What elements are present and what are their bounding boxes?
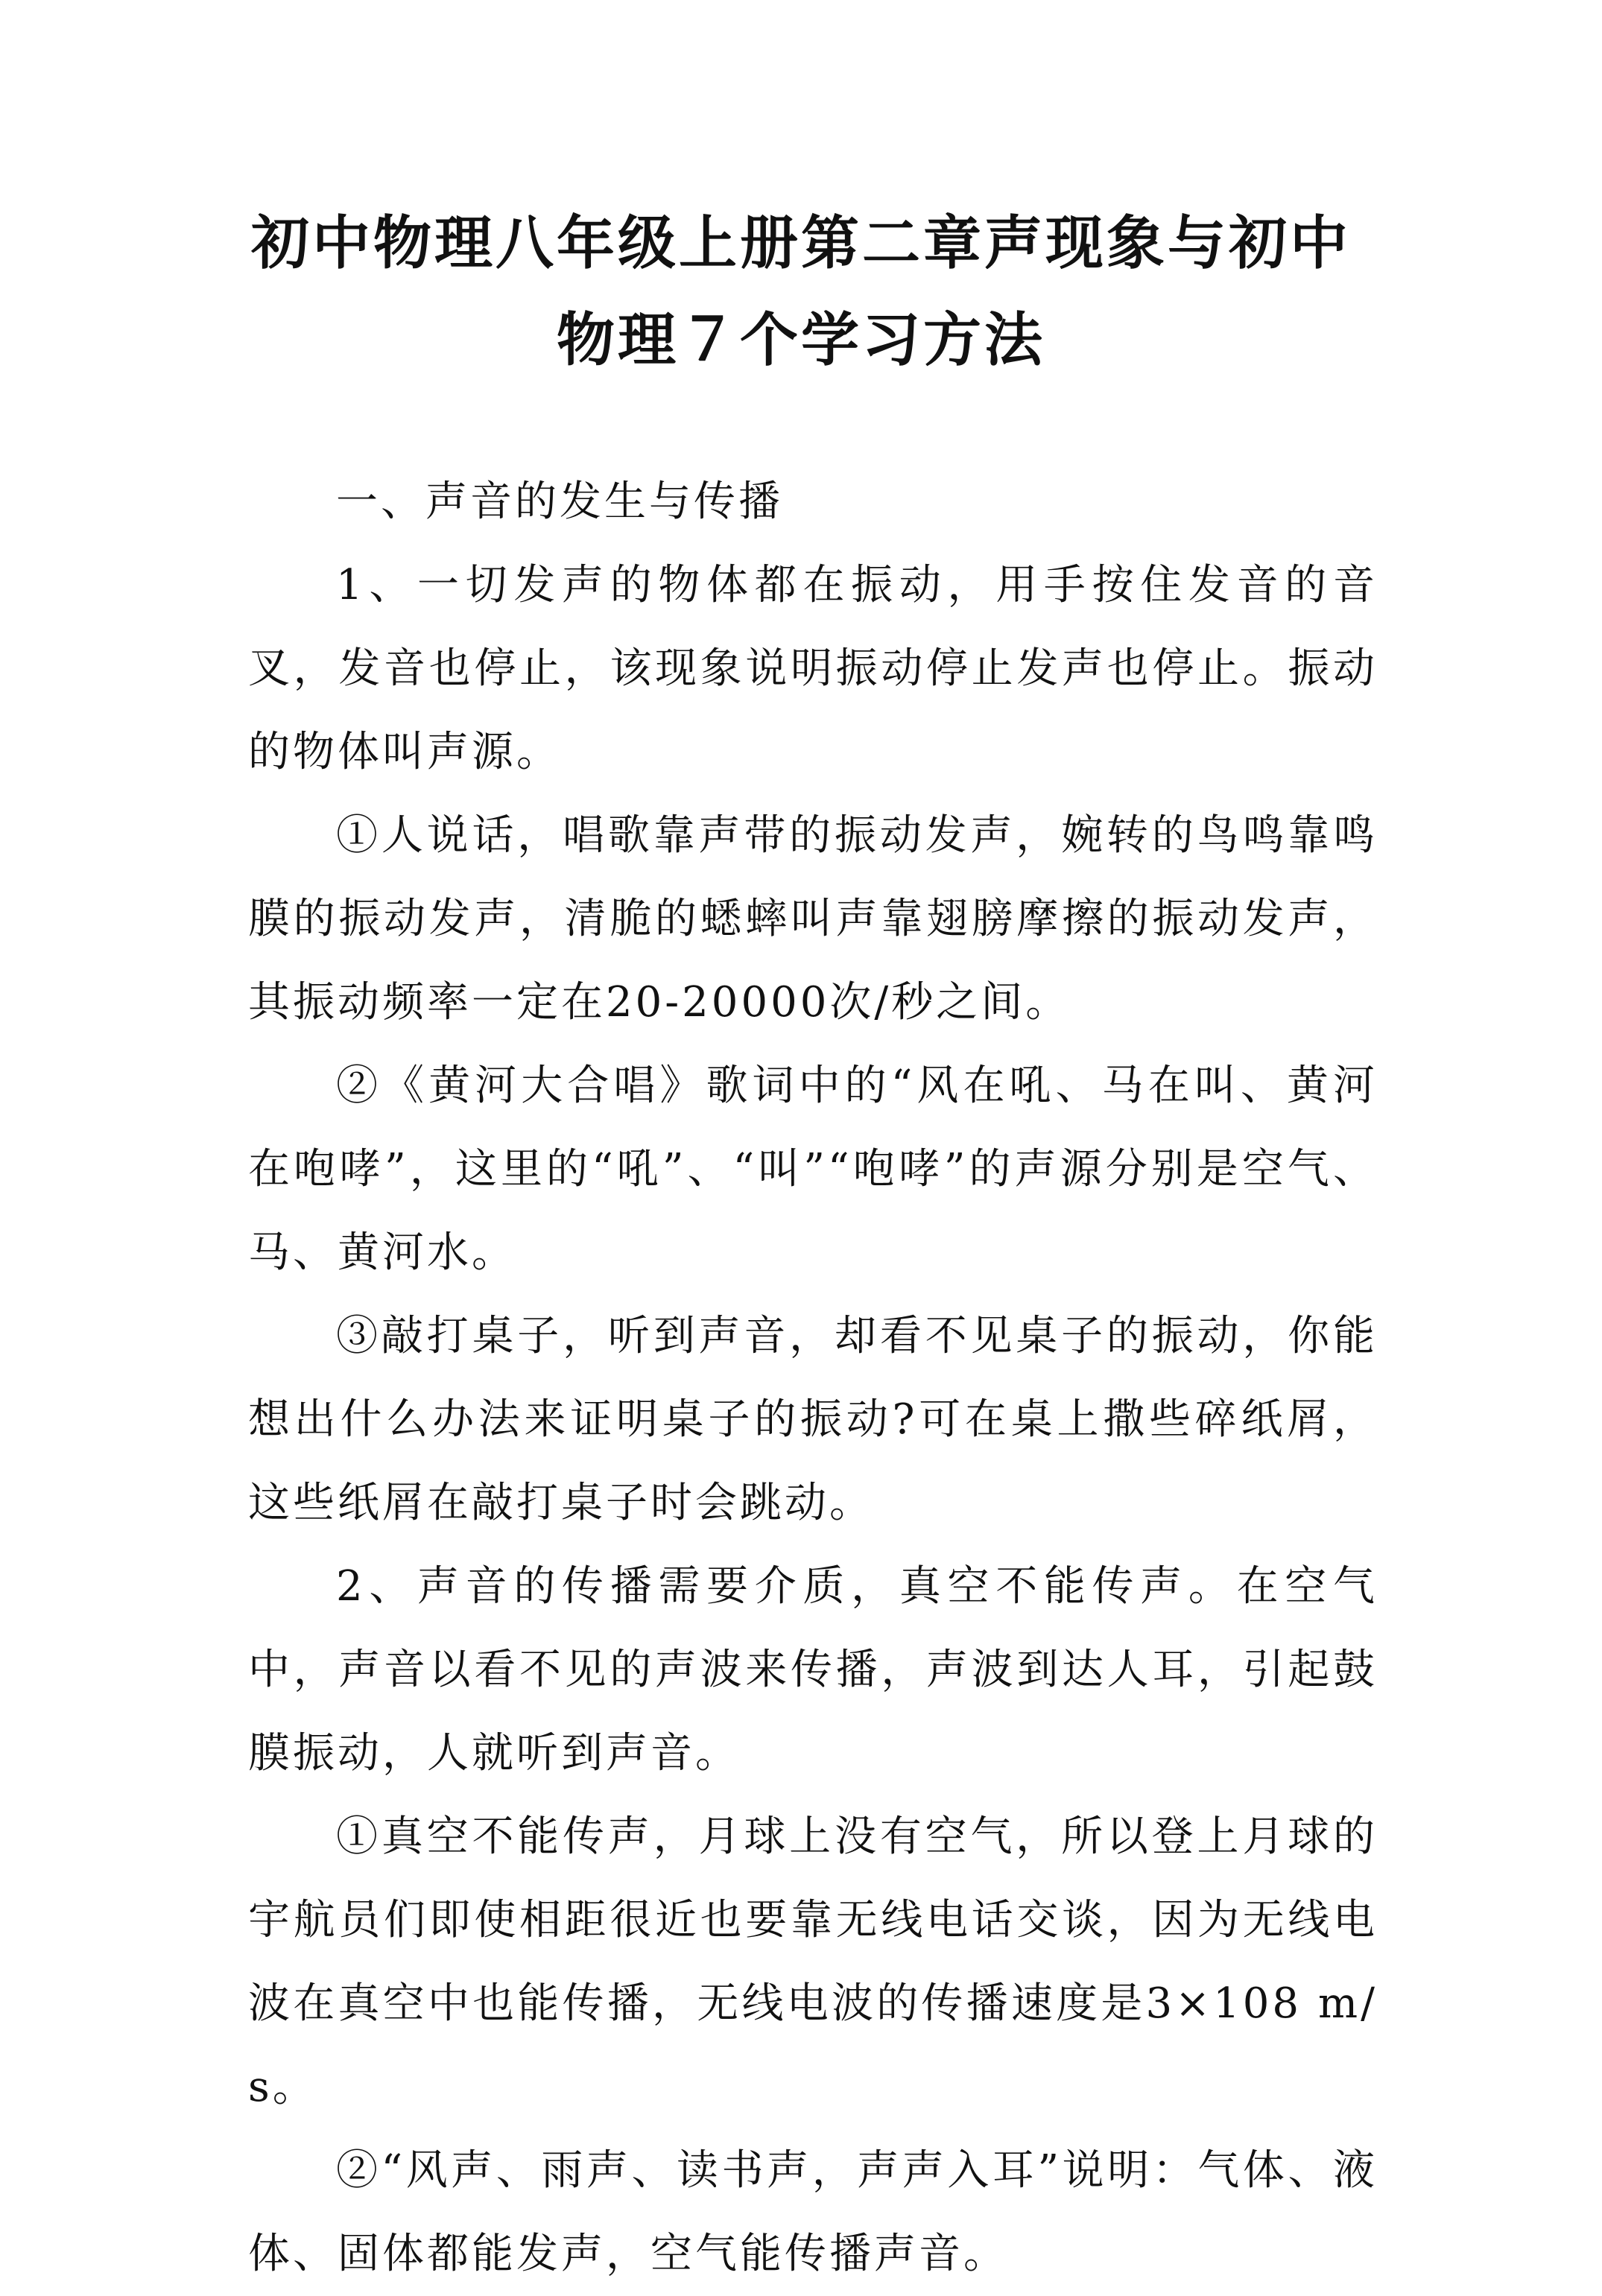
paragraph-2-item-1: ①真空不能传声，月球上没有空气，所以登上月球的宇航员们即使相距很近也要靠无线电话交谈，因为无线电波在真空中也能传播，无线电波的传播速度是3×108 m/s。: [248, 1813, 1378, 2111]
paragraph-1-item-2: ②《黄河大合唱》歌词中的“风在吼、马在叫、黄河在咆哮”，这里的“吼”、“叫”“咆哮”的声源分别是空气、马、黄河水。: [248, 1062, 1378, 1277]
paragraph-1-item-3: ③敲打桌子，听到声音，却看不见桌子的振动，你能想出什么办法来证明桌子的振动?可在桌上撒些碎纸屑，这些纸屑在敲打桌子时会跳动。: [248, 1312, 1378, 1527]
paragraph-2-item-2: ②“风声、雨声、读书声，声声入耳”说明：气体、液体、固体都能发声，空气能传播声音。: [248, 2146, 1378, 2278]
document-body: [248, 460, 1378, 2296]
document-title: 初中物理八年级上册第二章声现象与初中物理７个学习方法: [250, 209, 1351, 374]
paragraph-2: 2、声音的传播需要介质，真空不能传声。在空气中，声音以看不见的声波来传播，声波到达人耳，引起鼓膜振动，人就听到声音。: [248, 1562, 1378, 1778]
paragraph-section-heading: 一、声音的发生与传播: [336, 478, 783, 526]
paragraph-1-item-1: ①人说话，唱歌靠声带的振动发声，婉转的鸟鸣靠鸣膜的振动发声，清脆的蟋蟀叫声靠翅膀摩擦的振动发声，其振动频率一定在20-20000次/秒之间。: [248, 811, 1378, 1027]
paragraph-1: 1、一切发声的物体都在振动，用手按住发音的音叉，发音也停止，该现象说明振动停止发声也停止。振动的物体叫声源。: [248, 561, 1378, 776]
